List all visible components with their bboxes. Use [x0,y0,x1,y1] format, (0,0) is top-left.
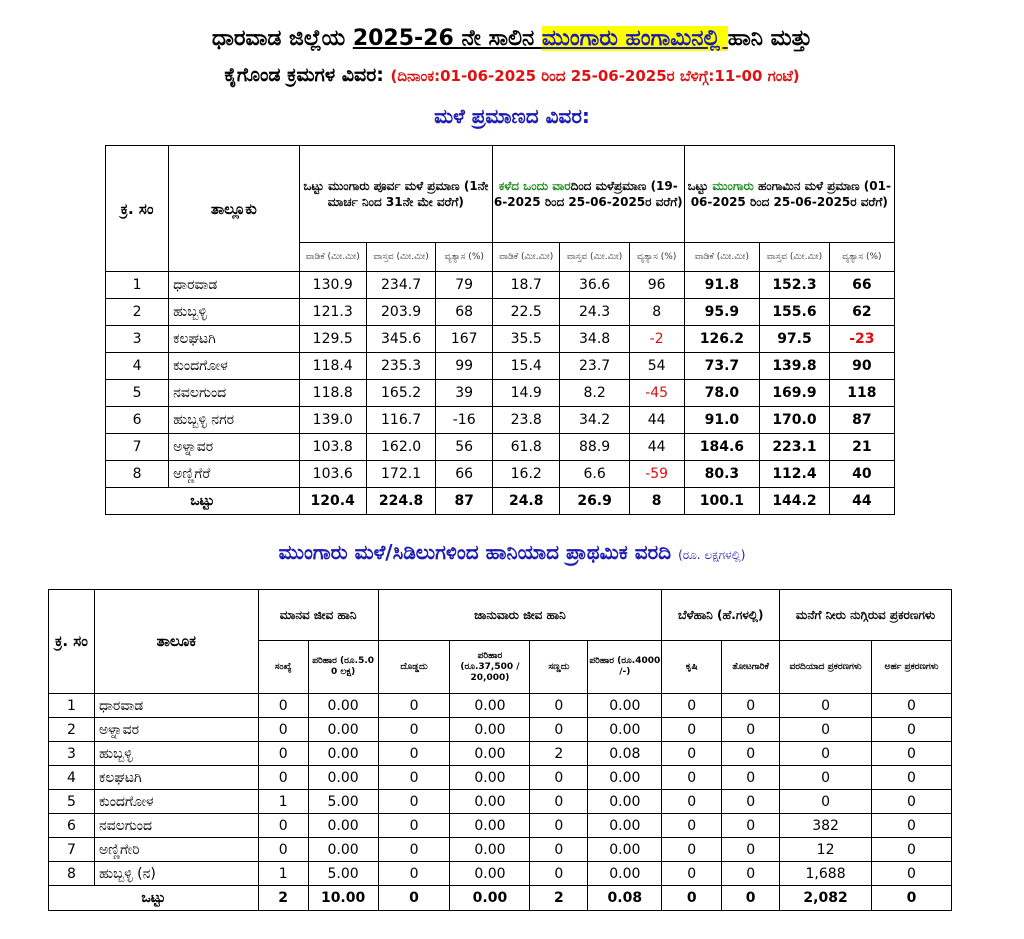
value-cell: 345.6 [366,326,435,353]
col-header-taluk: ತಾಲ್ಲೂಕು [169,146,299,272]
table-row [106,299,895,326]
value-cell: 0 [530,862,588,886]
header-premonsoon: ಒಟ್ಟು ಮುಂಗಾರು ಪೂರ್ವ ಮಳೆ ಪ್ರಮಾಣ (1ನೇ ಮಾರ್ಚ ನಿಂದ 31ನೇ ಮೇ ವರೆಗೆ) [299,146,493,243]
value-cell: 22.5 [493,299,560,326]
sl-cell: 5 [49,790,95,814]
sl-cell: 7 [106,434,169,461]
value-cell: 0 [662,838,722,862]
value-cell: 0.00 [450,742,530,766]
value-cell: 0 [530,718,588,742]
value-cell: 0 [872,814,952,838]
sub-small-animal: ಸಣ್ಣದು [530,641,588,694]
value-cell: 0.00 [450,814,530,838]
sub-normal: ವಾಡಿಕೆ (ಮೀ.ಮೀ) [493,243,560,272]
value-cell: 382 [780,814,872,838]
taluk-cell: ಅಣ್ಣಿಗೆರೆ [169,461,299,488]
value-cell: 16.2 [493,461,560,488]
value-cell: 152.3 [760,272,829,299]
value-cell: 66 [829,272,894,299]
total-cell: 120.4 [299,488,366,515]
value-cell: 23.8 [493,407,560,434]
total-cell: 26.9 [560,488,629,515]
sub-big-animal: ದೊಡ್ಡದು [378,641,450,694]
value-cell: 0 [872,742,952,766]
value-cell: 44 [629,407,684,434]
value-cell: 139.8 [760,353,829,380]
taluk-cell: ಅಣ್ಣಿಗೇರಿ [94,838,258,862]
table-row [49,742,952,766]
damage-title-unit: (ರೂ. ಲಕ್ಷಗಳಲ್ಲಿ) [678,548,746,562]
value-cell: 0 [258,742,308,766]
sl-cell: 7 [49,838,95,862]
value-cell: 1 [258,790,308,814]
value-cell: 0 [530,694,588,718]
header-last-week-colored: ಕಳೆದ ಒಂದು ವಾರ [498,179,571,193]
damage-section-title [0,540,1024,564]
value-cell: 0 [378,766,450,790]
taluk-cell: ಹುಬ್ಬಳ್ಳಿ [169,299,299,326]
sub-normal: ವಾಡಿಕೆ (ಮೀ.ಮೀ) [684,243,760,272]
total-label: ಒಟ್ಟು [49,886,259,911]
value-cell: -59 [629,461,684,488]
value-cell: 0 [530,814,588,838]
sub-actual: ವಾಸ್ತವ (ಮೀ.ಮೀ) [366,243,435,272]
taluk-cell: ಕುಂದಗೋಳ [94,790,258,814]
value-cell: 96 [629,272,684,299]
total-cell: 0 [722,886,780,911]
value-cell: 0.00 [588,694,662,718]
value-cell: 0 [258,718,308,742]
table-row [49,838,952,862]
sub-deviation: ವ್ಯತ್ಯಾಸ (%) [436,243,493,272]
value-cell: 0.00 [450,862,530,886]
taluk-cell: ಅಳ್ನಾವರ [169,434,299,461]
value-cell: 18.7 [493,272,560,299]
value-cell: 56 [436,434,493,461]
value-cell: 0.00 [588,790,662,814]
value-cell: 118.4 [299,353,366,380]
value-cell: 91.0 [684,407,760,434]
value-cell: 23.7 [560,353,629,380]
table-row [49,718,952,742]
value-cell: 34.8 [560,326,629,353]
value-cell: 1,688 [780,862,872,886]
value-cell: 0 [722,790,780,814]
value-cell: 172.1 [366,461,435,488]
value-cell: 0 [872,838,952,862]
value-cell: 126.2 [684,326,760,353]
taluk-cell: ಹುಬ್ಬಳ್ಳಿ ನಗರ [169,407,299,434]
total-cell: 0 [378,886,450,911]
value-cell: 95.9 [684,299,760,326]
value-cell: 87 [829,407,894,434]
value-cell: 39 [436,380,493,407]
value-cell: 0 [722,742,780,766]
value-cell: 15.4 [493,353,560,380]
total-cell: 0 [662,886,722,911]
value-cell: 68 [436,299,493,326]
value-cell: 0 [530,766,588,790]
value-cell: 0.00 [450,790,530,814]
title-season-highlight: ಮುಂಗಾರು ಹಂಗಾಮಿನಲ್ಲಿ [541,26,728,51]
value-cell: 112.4 [760,461,829,488]
value-cell: 0 [722,694,780,718]
value-cell: 0.00 [588,862,662,886]
value-cell: 0.00 [588,838,662,862]
value-cell: 0 [780,718,872,742]
value-cell: 0 [662,790,722,814]
value-cell: 73.7 [684,353,760,380]
total-cell: 224.8 [366,488,435,515]
total-label: ಒಟ್ಟು [106,488,300,515]
header-last-week-rest: ದಿಂದ ಮಳೆಪ್ರಮಾಣ (19-6-2025 ರಿಂದ 25-06-2025ರ ವರೆಗೆ) [493,179,683,209]
value-cell: 162.0 [366,434,435,461]
col-header-sl: ಕ್ರ. ಸಂ [49,590,95,694]
value-cell: 0 [662,694,722,718]
sub-deviation: ವ್ಯತ್ಯಾಸ (%) [829,243,894,272]
value-cell: 0 [662,742,722,766]
value-cell: 0 [780,742,872,766]
value-cell: 223.1 [760,434,829,461]
sub-reported: ವರದಿಯಾದ ಪ್ರಕರಣಗಳು [780,641,872,694]
value-cell: 121.3 [299,299,366,326]
sub-deviation: ವ್ಯತ್ಯಾಸ (%) [629,243,684,272]
title-year: 2025-26 ನೇ ಸಾಲಿನ [352,26,542,51]
value-cell: 0 [258,766,308,790]
value-cell: 99 [436,353,493,380]
value-cell: 0.00 [588,766,662,790]
value-cell: 167 [436,326,493,353]
table-row [49,862,952,886]
value-cell: 0.00 [450,694,530,718]
value-cell: 90 [829,353,894,380]
sub-compensation: ಪರಿಹಾರ (ರೂ.5.0 0 ಲಕ್ಷ) [308,641,378,694]
value-cell: 0 [530,790,588,814]
value-cell: 1 [258,862,308,886]
sl-cell: 2 [106,299,169,326]
taluk-cell: ನವಲಗುಂದ [94,814,258,838]
title-measures: ಕೈಗೊಂಡ ಕ್ರಮಗಳ ವಿವರ: [224,64,391,86]
sl-cell: 8 [106,461,169,488]
table-row [49,814,952,838]
sub-actual: ವಾಸ್ತವ (ಮೀ.ಮೀ) [760,243,829,272]
value-cell: 0.00 [308,766,378,790]
value-cell: 184.6 [684,434,760,461]
title-date-range: (ದಿನಾಂಕ:01-06-2025 ರಿಂದ 25-06-2025ರ ಬೆಳಿಗ್ಗೆ:11-00 ಗಂಟೆ) [390,67,800,85]
total-cell: 44 [829,488,894,515]
value-cell: 0.00 [308,718,378,742]
value-cell: 0 [722,814,780,838]
total-cell: 100.1 [684,488,760,515]
value-cell: 0 [872,862,952,886]
table-row [106,380,895,407]
value-cell: 0.08 [588,742,662,766]
table-row [106,353,895,380]
sub-agriculture: ಕೃಷಿ [662,641,722,694]
total-cell: 24.8 [493,488,560,515]
value-cell: 0 [378,790,450,814]
value-cell: 0.00 [308,838,378,862]
value-cell: 0 [872,766,952,790]
value-cell: 0 [378,862,450,886]
sub-horticulture: ತೋಟಗಾರಿಕೆ [722,641,780,694]
taluk-cell: ಧಾರವಾಡ [169,272,299,299]
sub-normal: ವಾಡಿಕೆ (ಮೀ.ಮೀ) [299,243,366,272]
sub-compensation: ಪರಿಹಾರ (ರೂ.4000 /-) [588,641,662,694]
sl-cell: 3 [106,326,169,353]
total-cell: 2 [258,886,308,911]
sl-cell: 8 [49,862,95,886]
value-cell: 118 [829,380,894,407]
sl-cell: 6 [49,814,95,838]
header-monsoon-total [684,146,894,243]
header-house-flood: ಮನೆಗೆ ನೀರು ನುಗ್ಗಿರುವ ಪ್ರಕರಣಗಳು [780,590,952,641]
header-monsoon-colored: ಮುಂಗಾರು [712,179,754,193]
value-cell: 66 [436,461,493,488]
value-cell: 0 [780,790,872,814]
total-cell: 2,082 [780,886,872,911]
sl-cell: 4 [49,766,95,790]
value-cell: 78.0 [684,380,760,407]
value-cell: 0.00 [450,718,530,742]
value-cell: 103.6 [299,461,366,488]
value-cell: 0.00 [588,814,662,838]
value-cell: 118.8 [299,380,366,407]
header-last-week [493,146,684,243]
rainfall-section-title: ಮಳೆ ಪ್ರಮಾಣದ ವಿವರ: [434,104,590,128]
taluk-cell: ಅಳ್ನಾವರ [94,718,258,742]
value-cell: 2 [530,742,588,766]
sl-cell: 1 [49,694,95,718]
table-row [106,434,895,461]
sl-cell: 3 [49,742,95,766]
value-cell: 103.8 [299,434,366,461]
value-cell: 54 [629,353,684,380]
value-cell: 6.6 [560,461,629,488]
taluk-cell: ಧಾರವಾಡ [94,694,258,718]
value-cell: 5.00 [308,862,378,886]
col-header-taluk: ತಾಲೂಕ [94,590,258,694]
value-cell: 35.5 [493,326,560,353]
value-cell: 24.3 [560,299,629,326]
value-cell: 0 [662,862,722,886]
value-cell: 116.7 [366,407,435,434]
value-cell: 88.9 [560,434,629,461]
value-cell: 0 [378,718,450,742]
value-cell: 0.00 [450,766,530,790]
value-cell: -23 [829,326,894,353]
value-cell: 0 [530,838,588,862]
taluk-cell: ಹುಬ್ಬಳ್ಳಿ [94,742,258,766]
value-cell: -2 [629,326,684,353]
value-cell: 0 [258,814,308,838]
value-cell: 0.00 [308,814,378,838]
value-cell: 61.8 [493,434,560,461]
value-cell: 0 [662,766,722,790]
table-row [49,694,952,718]
taluk-cell: ನವಲಗುಂದ [169,380,299,407]
value-cell: 0 [662,814,722,838]
value-cell: 165.2 [366,380,435,407]
value-cell: 79 [436,272,493,299]
total-cell: 144.2 [760,488,829,515]
value-cell: 44 [629,434,684,461]
sub-count: ಸಂಖ್ಯೆ [258,641,308,694]
table-row [49,790,952,814]
title-district: ಧಾರವಾಡ ಜಿಲ್ಲೆಯ [211,26,353,51]
value-cell: 0.00 [308,742,378,766]
total-cell: 2 [530,886,588,911]
value-cell: 0 [378,694,450,718]
value-cell: 0 [780,694,872,718]
total-cell: 87 [436,488,493,515]
value-cell: 8.2 [560,380,629,407]
table-row [106,461,895,488]
report-title-line1 [0,26,1024,51]
total-cell: 10.00 [308,886,378,911]
value-cell: 62 [829,299,894,326]
sl-cell: 2 [49,718,95,742]
value-cell: 0.00 [308,694,378,718]
value-cell: 139.0 [299,407,366,434]
value-cell: 5.00 [308,790,378,814]
value-cell: 0 [872,694,952,718]
total-cell: 0 [872,886,952,911]
title-damage: ಹಾನಿ ಮತ್ತು [727,26,813,51]
taluk-cell: ಕಲಘಟಗಿ [169,326,299,353]
total-cell: 0.08 [588,886,662,911]
value-cell: 155.6 [760,299,829,326]
value-cell: 169.9 [760,380,829,407]
value-cell: 14.9 [493,380,560,407]
table-row [106,326,895,353]
value-cell: 0 [722,862,780,886]
taluk-cell: ಕುಂದಗೋಳ [169,353,299,380]
value-cell: -45 [629,380,684,407]
value-cell: 129.5 [299,326,366,353]
table-row [49,766,952,790]
value-cell: 0.00 [450,838,530,862]
value-cell: 0 [780,766,872,790]
value-cell: 234.7 [366,272,435,299]
value-cell: 235.3 [366,353,435,380]
table-row [106,272,895,299]
value-cell: 40 [829,461,894,488]
value-cell: 8 [629,299,684,326]
header-monsoon-rest: ಹಂಗಾಮಿನ ಮಳೆ ಪ್ರಮಾಣ (01-06-2025 ರಿಂದ 25-06-2025ರ ವರೆಗೆ) [690,179,891,209]
value-cell: 12 [780,838,872,862]
value-cell: 0 [662,718,722,742]
value-cell: 0 [378,838,450,862]
total-cell: 0.00 [450,886,530,911]
value-cell: 0 [872,718,952,742]
value-cell: 0 [722,718,780,742]
value-cell: 0 [378,814,450,838]
value-cell: 34.2 [560,407,629,434]
header-human-loss: ಮಾನವ ಜೀವ ಹಾನಿ [258,590,378,641]
table-row [106,407,895,434]
taluk-cell: ಕಲಘಟಗಿ [94,766,258,790]
value-cell: 80.3 [684,461,760,488]
value-cell: 0 [378,742,450,766]
value-cell: 0 [258,838,308,862]
value-cell: 91.8 [684,272,760,299]
header-monsoon-pre: ಒಟ್ಟು [687,179,713,193]
col-header-sl: ಕ್ರ. ಸಂ [106,146,169,272]
sub-compensation: ಪರಿಹಾರ (ರೂ.37,500 / 20,000) [450,641,530,694]
value-cell: 21 [829,434,894,461]
sub-actual: ವಾಸ್ತವ (ಮೀ.ಮೀ) [560,243,629,272]
sl-cell: 6 [106,407,169,434]
value-cell: 0 [722,838,780,862]
report-title-line2 [0,64,1024,86]
value-cell: 0.00 [588,718,662,742]
value-cell: 97.5 [760,326,829,353]
value-cell: 0 [258,694,308,718]
sl-cell: 1 [106,272,169,299]
value-cell: -16 [436,407,493,434]
value-cell: 36.6 [560,272,629,299]
sl-cell: 5 [106,380,169,407]
damage-title-text: ಮುಂಗಾರು ಮಳೆ/ಸಿಡಿಲುಗಳಿಂದ ಹಾನಿಯಾದ ಪ್ರಾಥಮಿಕ ವರದಿ [278,540,672,564]
taluk-cell: ಹುಬ್ಬಳ್ಳಿ (ನ) [94,862,258,886]
sub-eligible: ಅರ್ಹ ಪ್ರಕರಣಗಳು [872,641,952,694]
value-cell: 0 [722,766,780,790]
damage-table [48,589,952,911]
sl-cell: 4 [106,353,169,380]
value-cell: 203.9 [366,299,435,326]
value-cell: 170.0 [760,407,829,434]
rainfall-table [105,145,895,515]
value-cell: 0 [872,790,952,814]
total-cell: 8 [629,488,684,515]
value-cell: 130.9 [299,272,366,299]
header-animal-loss: ಜಾನುವಾರು ಜೀವ ಹಾನಿ [378,590,662,641]
header-crop-loss: ಬೆಳೆಹಾನಿ (ಹೆ.ಗಳಲ್ಲಿ) [662,590,780,641]
